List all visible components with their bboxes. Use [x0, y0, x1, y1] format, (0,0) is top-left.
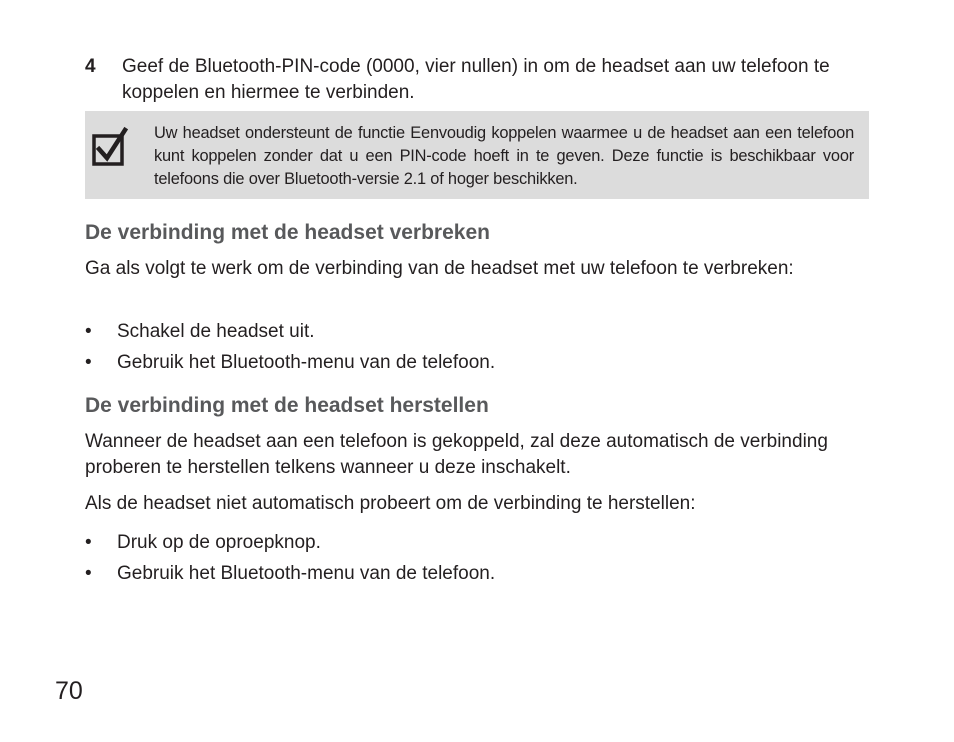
list-item-text: Schakel de headset uit. — [117, 321, 315, 342]
step-number: 4 — [85, 56, 96, 77]
list-item — [85, 350, 495, 376]
list-item-text: Druk op de oproepknop. — [117, 532, 321, 553]
list-item-text: Gebruik het Bluetooth-menu van de telefoon. — [117, 352, 496, 373]
note-text: Uw headset ondersteunt de functie Eenvoudig koppelen waarmee u de headset aan een telefoon kunt koppelen zonder dat u een PIN-code hoeft in te geven. Deze functie is beschikbaar voor telefoons die over Bluetooth-versie 2.1 of hoger beschikken. — [154, 124, 854, 188]
section-intro-reconnect: Wanneer de headset aan een telefoon is gekoppeld, zal deze automatisch de verbinding proberen te herstellen telkens wanneer u deze inschakelt. — [85, 431, 828, 478]
step-4 — [85, 54, 845, 106]
section-heading-reconnect: De verbinding met de headset herstellen — [85, 394, 489, 417]
checkbox-check-icon — [89, 125, 133, 169]
list-item-text: Gebruik het Bluetooth-menu van de telefoon. — [117, 563, 496, 584]
bullet-icon: • — [85, 321, 92, 342]
bullet-icon: • — [85, 532, 92, 553]
section-heading-disconnect: De verbinding met de headset verbreken — [85, 221, 490, 244]
section-intro2-reconnect: Als de headset niet automatisch probeert om de verbinding te herstellen: — [85, 493, 696, 514]
list-item — [85, 319, 315, 345]
bullet-icon: • — [85, 563, 92, 584]
list-item — [85, 530, 321, 556]
page-number: 70 — [55, 677, 83, 705]
step-text: Geef de Bluetooth-PIN-code (0000, vier nullen) in om de headset aan uw telefoon te koppelen en hiermee te verbinden. — [122, 56, 830, 103]
section-intro-disconnect: Ga als volgt te werk om de verbinding van de headset met uw telefoon te verbreken: — [85, 258, 794, 279]
note-box — [85, 111, 869, 199]
bullet-icon: • — [85, 352, 92, 373]
list-item — [85, 561, 495, 587]
